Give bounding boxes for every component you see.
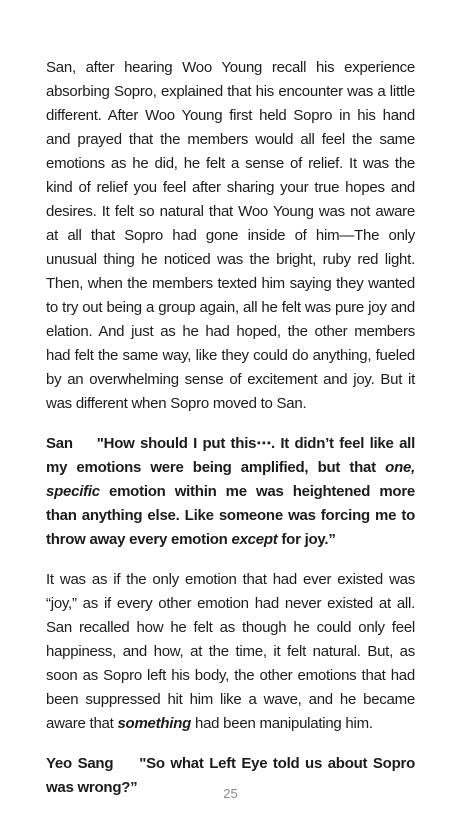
narration-paragraph	[46, 568, 415, 736]
dialogue-text: for joy.”	[277, 531, 336, 548]
dialogue-text: "How should I put this⋯. It didn’t feel like all my emotions were being amplified, but that	[46, 435, 415, 476]
dialogue-text: "So what Left Eye told us about Sopro was wrong?”	[46, 755, 415, 796]
narration-emphasis: something	[117, 715, 192, 732]
dialogue-emphasis: except	[231, 531, 278, 548]
dialogue-san	[46, 432, 415, 552]
narration-text: It was as if the only emotion that had ever existed was “joy,” as if every other emotion had never existed at all. San recalled how he felt as though he could only feel happiness, and how, at the time, it felt natural. But, as soon as Sopro left his body, the other emotions that had been suppressed hit him like a wave, and he became aware that	[46, 571, 415, 732]
dialogue-emphasis: one, specific	[46, 459, 415, 500]
speaker-name: San	[46, 435, 73, 452]
narration-paragraph: San, after hearing Woo Young recall his experience absorbing Sopro, explained that his encounter was a little different. After Woo Young first held Sopro in his hand and prayed that the members would all feel the same emotions as he did, he felt a sense of relief. It was the kind of relief you feel after sharing your true hopes and desires. It felt so natural that Woo Young was not aware at all that Sopro had gone inside of him—The only unusual thing he noticed was the bright, ruby red light. Then, when the members texted him saying they wanted to try out being a group again, all he felt was pure joy and elation. And just as he had hoped, the other members had felt the same way, like they could do anything, fueled by an overwhelming sense of excitement and joy. But it was different when Sopro moved to San.	[46, 59, 415, 412]
narration-text: had been manipulating him.	[191, 715, 373, 732]
page-number: 25	[223, 786, 238, 801]
speaker-name: Yeo Sang	[46, 755, 114, 772]
dialogue-text: emotion within me was heightened more than anything else. Like someone was forcing me to throw away every emotion	[46, 483, 415, 548]
